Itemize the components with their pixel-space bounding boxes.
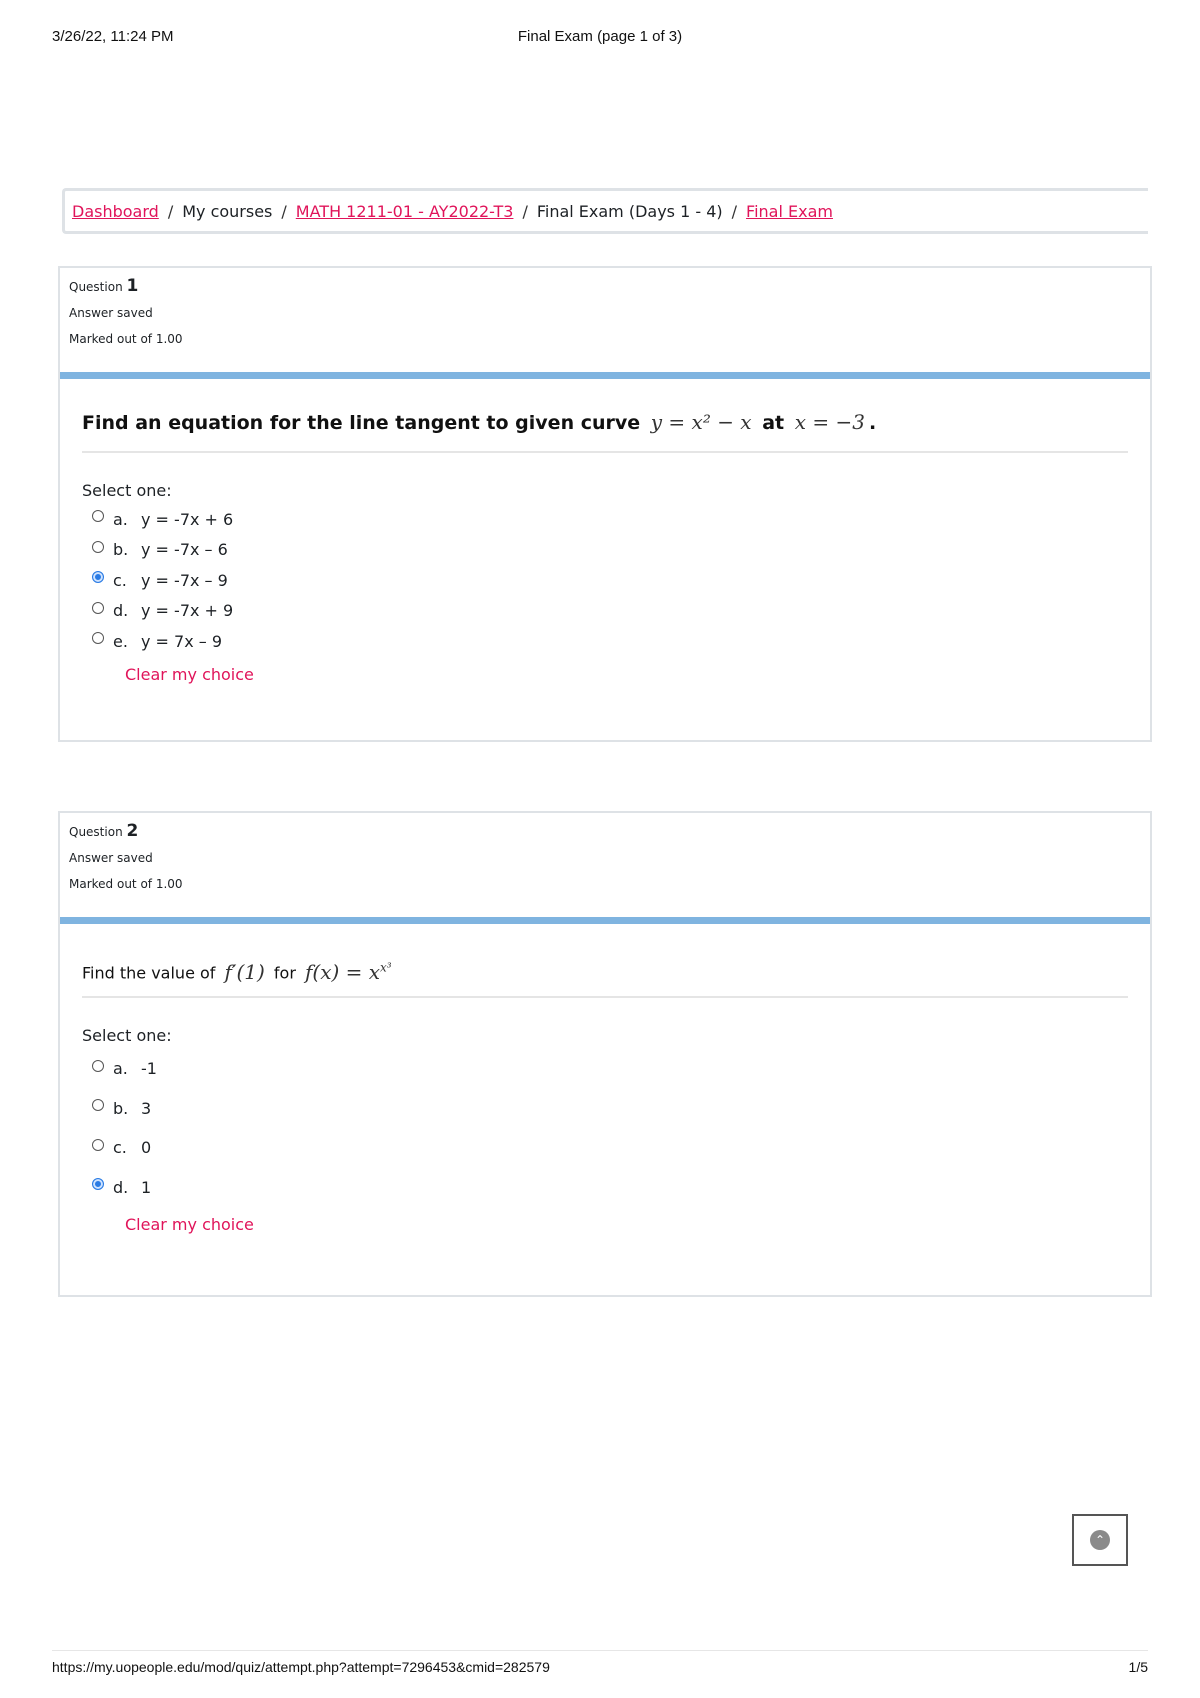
question-text-part: at [762, 412, 785, 434]
question-number [69, 276, 1150, 296]
back-to-top-button[interactable] [1072, 1514, 1128, 1566]
question-content [60, 924, 1150, 1234]
radio-button[interactable] [92, 602, 104, 614]
question-number [69, 821, 1150, 841]
question-text-part: . [868, 412, 877, 434]
breadcrumb-my-courses: My courses [182, 201, 273, 221]
question-info [60, 813, 1150, 917]
option-letter: a. [113, 1059, 128, 1079]
option-letter: a. [113, 509, 128, 529]
option-text: y = -7x – 9 [141, 570, 228, 590]
math-expression: x = −3 [794, 410, 865, 434]
print-title: Final Exam (page 1 of 3) [517, 28, 683, 45]
question-divider-bar [60, 372, 1150, 379]
breadcrumb-separator: / [731, 201, 738, 221]
print-page-number: 1/5 [1128, 1659, 1148, 1675]
radio-button-selected[interactable] [92, 1178, 104, 1190]
content-divider [82, 451, 1128, 453]
breadcrumb-separator: / [167, 201, 174, 221]
radio-button-selected[interactable] [92, 571, 104, 583]
select-prompt: Select one: [82, 1026, 172, 1045]
option-text: y = -7x + 6 [141, 509, 234, 529]
radio-button[interactable] [92, 541, 104, 553]
math-exponent: x³ [380, 960, 392, 974]
question-text-part: Find the value of [82, 963, 216, 983]
question-grade: Marked out of 1.00 [69, 877, 183, 891]
question-number-value: 2 [126, 821, 139, 841]
option-text: 1 [141, 1177, 152, 1197]
question-number-value: 1 [126, 276, 139, 296]
math-base: f(x) = x [304, 959, 381, 984]
option-text: -1 [141, 1059, 157, 1079]
breadcrumb-course[interactable]: MATH 1211-01 - AY2022-T3 [295, 201, 514, 221]
option-letter: b. [113, 540, 129, 560]
question-text-part: for [273, 963, 296, 983]
breadcrumb-separator: / [281, 201, 287, 221]
question-state: Answer saved [69, 306, 153, 320]
content-divider [82, 996, 1128, 998]
radio-button[interactable] [92, 1099, 104, 1111]
breadcrumb-final-exam[interactable]: Final Exam [746, 201, 833, 221]
chevron-up-circle-icon: ⌃ [1090, 1530, 1110, 1550]
math-expression: f′(1) [224, 959, 265, 984]
option-d[interactable] [92, 1168, 1128, 1208]
breadcrumb-dashboard[interactable]: Dashboard [72, 201, 159, 221]
option-a[interactable] [92, 504, 1128, 535]
question-2 [58, 811, 1152, 1297]
print-header [52, 28, 1148, 48]
option-c[interactable] [92, 565, 1128, 596]
option-text: 0 [141, 1138, 152, 1158]
option-text: y = -7x + 9 [141, 601, 234, 621]
option-d[interactable] [92, 596, 1128, 627]
math-expression [305, 960, 392, 984]
answer-options [82, 504, 1128, 657]
option-letter: d. [113, 1177, 129, 1197]
question-label: Question [69, 280, 123, 294]
option-letter: c. [113, 570, 127, 590]
clear-my-choice-link[interactable]: Clear my choice [125, 1215, 254, 1234]
radio-button[interactable] [92, 632, 104, 644]
question-text-part: Find an equation for the line tangent to given curve [82, 412, 641, 434]
option-text: 3 [141, 1098, 152, 1118]
question-state: Answer saved [69, 851, 153, 865]
math-expression: y = x² − x [650, 410, 752, 434]
option-c[interactable] [92, 1128, 1128, 1168]
question-divider-bar [60, 917, 1150, 924]
answer-options [82, 1049, 1128, 1207]
breadcrumb-separator: / [522, 201, 528, 221]
option-b[interactable] [92, 535, 1128, 566]
option-b[interactable] [92, 1089, 1128, 1129]
question-label: Question [69, 825, 123, 839]
radio-button[interactable] [92, 1139, 104, 1151]
option-text: y = 7x – 9 [141, 631, 223, 651]
option-letter: e. [113, 631, 128, 651]
print-date: 3/26/22, 11:24 PM [52, 28, 174, 45]
radio-button[interactable] [92, 1060, 104, 1072]
question-text [82, 950, 1128, 986]
select-prompt: Select one: [82, 481, 172, 500]
option-letter: b. [113, 1098, 129, 1118]
question-info [60, 268, 1150, 372]
clear-my-choice-link[interactable]: Clear my choice [125, 664, 254, 684]
question-content [60, 379, 1150, 684]
breadcrumb [62, 188, 1148, 234]
option-e[interactable] [92, 626, 1128, 657]
breadcrumb-section: Final Exam (Days 1 - 4) [536, 201, 723, 221]
print-url: https://my.uopeople.edu/mod/quiz/attempt.php?attempt=7296453&cmid=282579 [52, 1659, 550, 1675]
option-a[interactable] [92, 1049, 1128, 1089]
option-letter: d. [113, 601, 129, 621]
question-grade: Marked out of 1.00 [69, 332, 183, 346]
option-letter: c. [113, 1138, 127, 1158]
radio-button[interactable] [92, 510, 104, 522]
print-footer [52, 1650, 1148, 1679]
option-text: y = -7x – 6 [141, 540, 228, 560]
question-1 [58, 266, 1152, 742]
question-text [82, 405, 1128, 441]
